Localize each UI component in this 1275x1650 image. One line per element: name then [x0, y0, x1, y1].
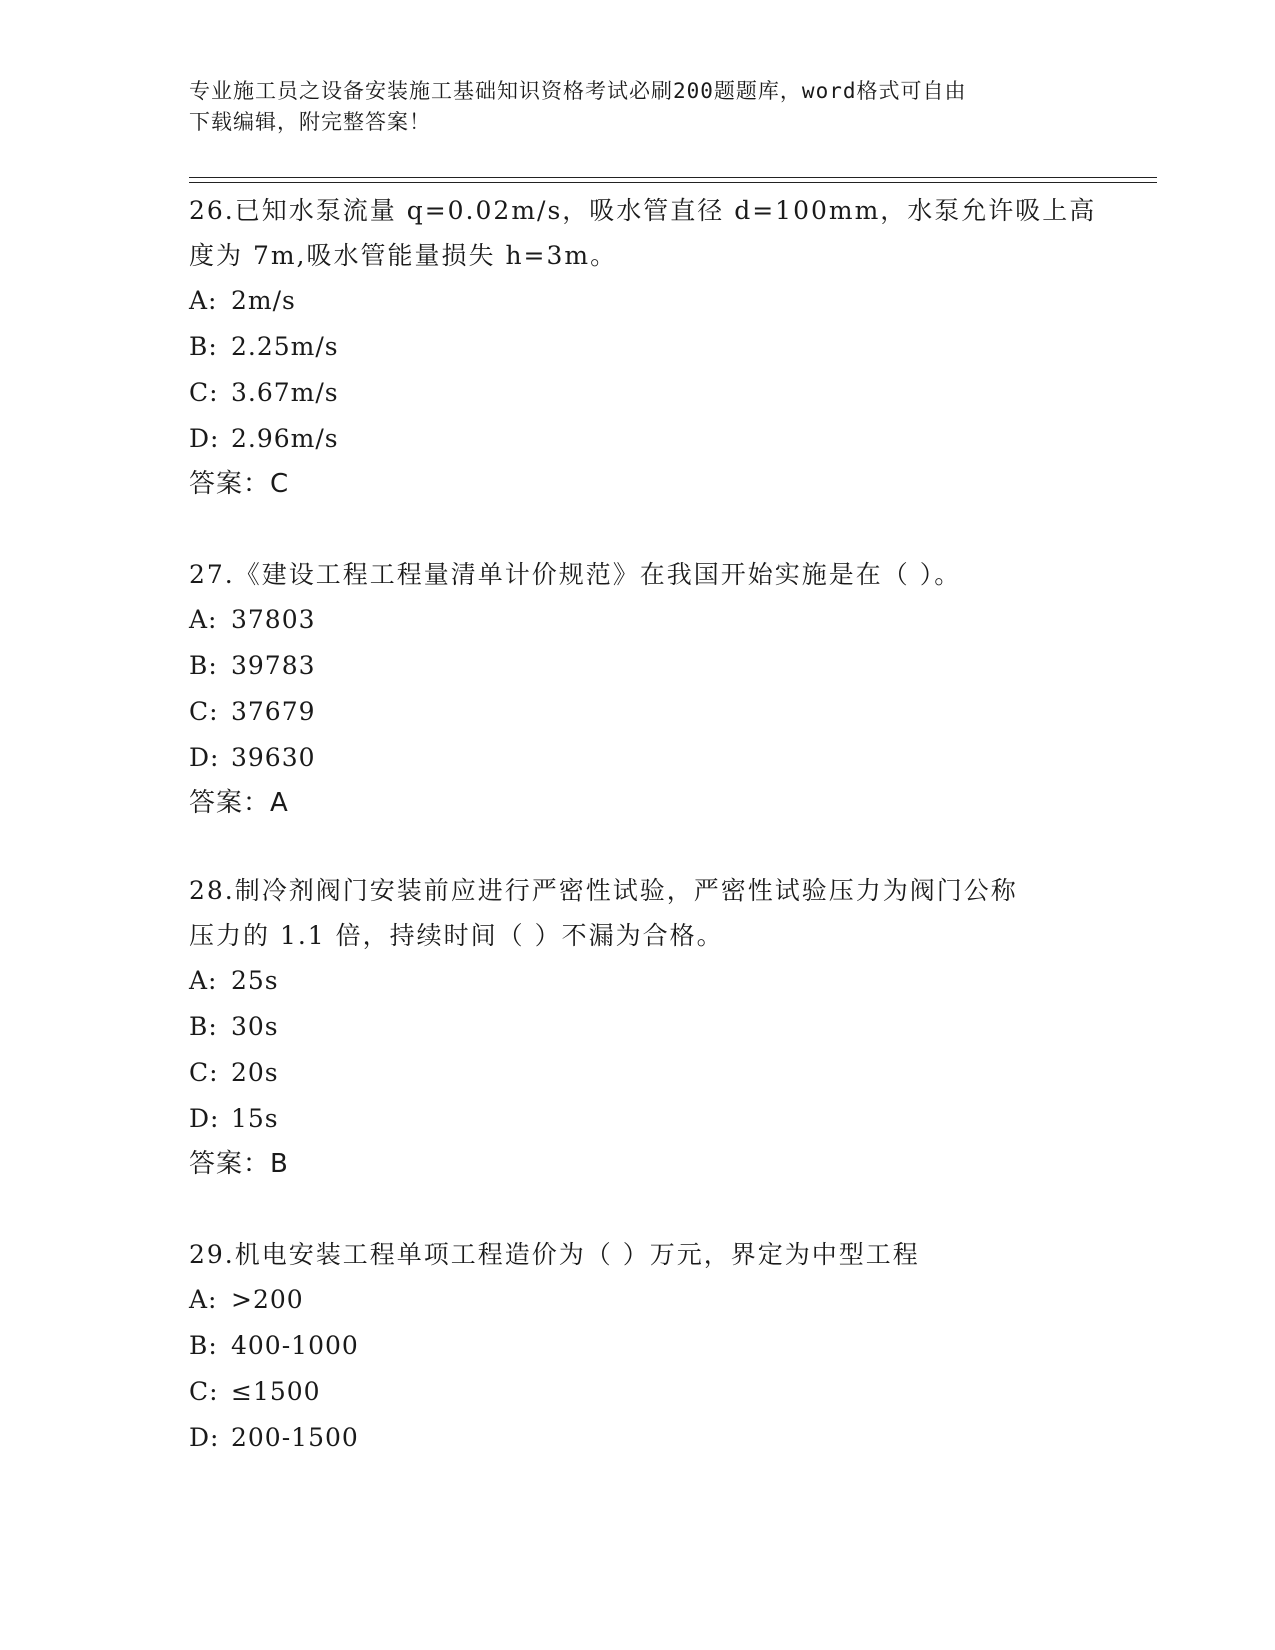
option-label: B:: [189, 332, 218, 361]
option-c: [189, 689, 1109, 735]
header-line-2: 下载编辑，附完整答案！: [189, 110, 431, 134]
option-text: 2.25m/s: [231, 332, 339, 361]
option-a: [189, 958, 1109, 1004]
option-c: [189, 1369, 1109, 1415]
option-a: [189, 597, 1109, 643]
question-stem-line-1: 26.已知水泵流量 q=0.02m/s，吸水管直径 d=100mm，水泵允许吸上高: [189, 196, 1097, 225]
option-text: 37803: [231, 605, 316, 634]
answer-line: 答案：C: [189, 469, 290, 499]
option-label: D:: [189, 1423, 220, 1452]
question-stem-line-1: 29.机电安装工程单项工程造价为（ ）万元，界定为中型工程: [189, 1240, 920, 1269]
header-line-1: 专业施工员之设备安装施工基础知识资格考试必刷200题题库，word格式可自由: [189, 79, 967, 103]
option-text: 30s: [231, 1012, 279, 1041]
option-text: 400-1000: [231, 1331, 359, 1360]
option-text: 39783: [231, 651, 316, 680]
option-b: [189, 643, 1109, 689]
option-label: C:: [189, 1377, 219, 1406]
question-29: [189, 1232, 1109, 1461]
option-label: B:: [189, 1012, 218, 1041]
question-stem-line-1: 27.《建设工程工程量清单计价规范》在我国开始实施是在（ ）。: [189, 560, 962, 589]
option-label: D:: [189, 1104, 220, 1133]
question-27: [189, 552, 1109, 825]
option-text: 25s: [231, 966, 279, 995]
question-26: [189, 188, 1109, 506]
option-d: [189, 735, 1109, 781]
option-text: 2m/s: [231, 286, 296, 315]
header-divider-top: [189, 177, 1157, 178]
option-b: [189, 1323, 1109, 1369]
option-label: A:: [189, 605, 218, 634]
option-text: 20s: [231, 1058, 279, 1087]
option-label: D:: [189, 743, 220, 772]
option-label: C:: [189, 378, 219, 407]
option-text: 37679: [231, 697, 316, 726]
option-d: [189, 1415, 1109, 1461]
question-stem-line-1: 28.制冷剂阀门安装前应进行严密性试验，严密性试验压力为阀门公称: [189, 876, 1018, 905]
option-c: [189, 370, 1109, 416]
option-a: [189, 1277, 1109, 1323]
option-text: >200: [231, 1285, 304, 1314]
answer-line: 答案：A: [189, 788, 289, 818]
header-divider-bottom: [189, 182, 1157, 183]
option-label: C:: [189, 1058, 219, 1087]
question-stem-line-2: 度为 7m,吸水管能量损失 h=3m。: [189, 241, 618, 270]
option-text: 3.67m/s: [231, 378, 339, 407]
option-b: [189, 324, 1109, 370]
option-text: 200-1500: [231, 1423, 359, 1452]
option-text: 39630: [231, 743, 316, 772]
option-text: 15s: [231, 1104, 279, 1133]
option-label: A:: [189, 966, 218, 995]
option-text: ≤1500: [231, 1377, 321, 1406]
option-label: B:: [189, 651, 218, 680]
question-28: [189, 868, 1109, 1186]
option-d: [189, 1096, 1109, 1142]
question-stem-line-2: 压力的 1.1 倍，持续时间（ ）不漏为合格。: [189, 921, 724, 950]
option-text: 2.96m/s: [231, 424, 339, 453]
option-a: [189, 278, 1109, 324]
option-label: D:: [189, 424, 220, 453]
option-c: [189, 1050, 1109, 1096]
option-d: [189, 416, 1109, 462]
answer-line: 答案：B: [189, 1149, 289, 1179]
option-label: A:: [189, 1285, 218, 1314]
option-label: C:: [189, 697, 219, 726]
option-label: A:: [189, 286, 218, 315]
document-header: [189, 76, 1089, 138]
option-label: B:: [189, 1331, 218, 1360]
option-b: [189, 1004, 1109, 1050]
